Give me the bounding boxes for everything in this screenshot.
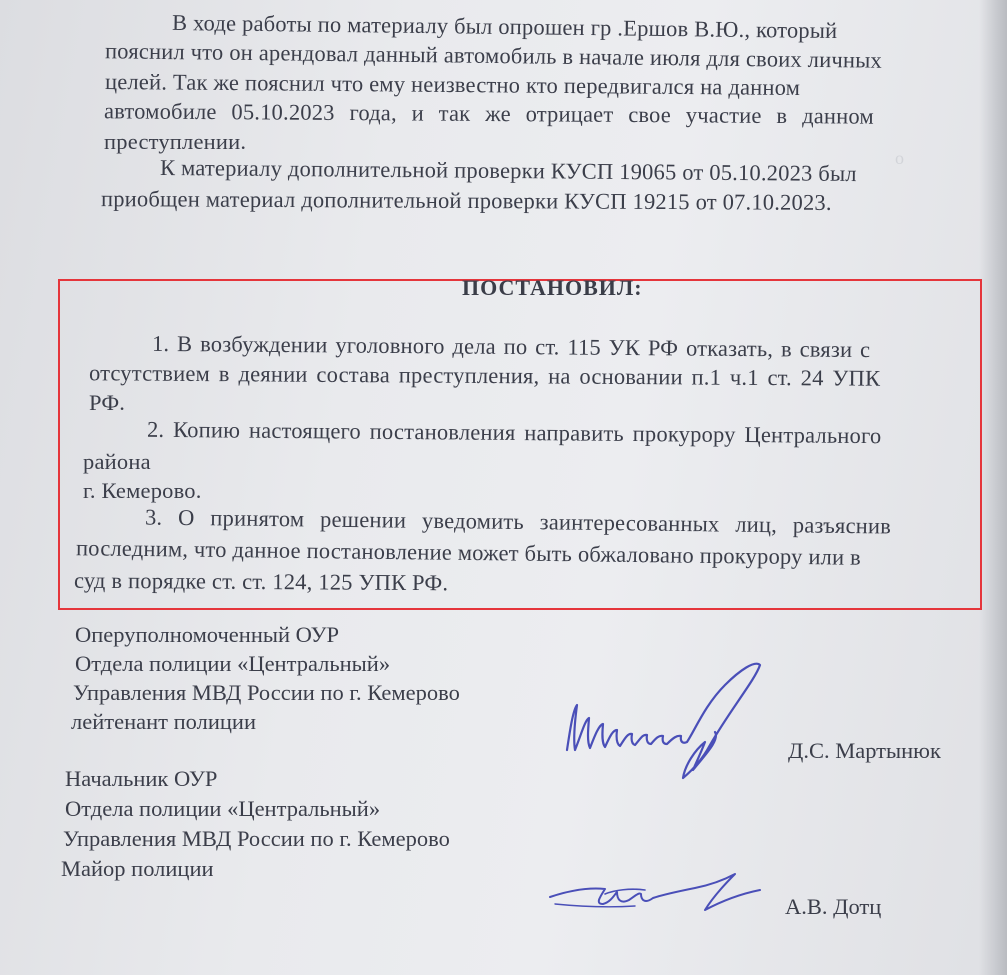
intro-line-5: преступлении. bbox=[104, 129, 247, 154]
signatory-2-block bbox=[61, 766, 450, 882]
signatory-1-position: Оперуполномоченный ОУР bbox=[75, 622, 340, 647]
signatory-2-name: А.В. Дотц bbox=[785, 894, 882, 919]
signatory-1-administration: Управления МВД России по г. Кемерово bbox=[73, 680, 460, 705]
intro-line-6: К материалу дополнительной проверки КУСП 19065 от 05.10.2023 был bbox=[159, 154, 857, 187]
intro-line-4: автомобиле 05.10.2023 года, и так же отрицает свое участие в данном bbox=[103, 98, 874, 129]
section-heading: ПОСТАНОВИЛ: bbox=[462, 275, 643, 300]
decision-item-1-line-1: 1. В возбуждении уголовного дела по ст. 115 УК РФ отказать, в связи с bbox=[151, 330, 871, 363]
signatory-1-block bbox=[71, 622, 460, 735]
signature-2-image bbox=[545, 862, 775, 932]
signatory-2-administration: Управления МВД России по г. Кемерово bbox=[63, 826, 450, 851]
signature-1-image bbox=[555, 650, 795, 790]
signatory-1-rank: лейтенант полиции bbox=[71, 709, 256, 734]
signatory-2-department: Отдела полиции «Центральный» bbox=[65, 796, 381, 821]
signatory-1-department: Отдела полиции «Центральный» bbox=[75, 651, 391, 676]
decision-item-3-line-3: суд в порядке ст. ст. 124, 125 УПК РФ. bbox=[73, 567, 449, 596]
intro-line-3: целей. Так же пояснил что ему неизвестно кто передвигался на данном bbox=[104, 68, 801, 101]
signatory-2-rank: Майор полиции bbox=[61, 856, 214, 881]
decision-item-1-line-3: РФ. bbox=[89, 390, 126, 415]
decision-item-2-line-2: района bbox=[83, 449, 151, 474]
decision-item-3-line-1: 3. О принятом решении уведомить заинтересованных лиц, разъяснив bbox=[144, 504, 892, 539]
bleed-through-mark: о bbox=[895, 148, 904, 168]
decision-item-3-line-2: последним, что данное постановление может быть обжаловано прокурору или в bbox=[75, 535, 862, 570]
intro-line-7: приобщен материал дополнительной проверки КУСП 19215 от 07.10.2023. bbox=[100, 186, 832, 215]
intro-line-1: В ходе работы по материалу был опрошен гр .Ершов В.Ю., который bbox=[171, 9, 838, 44]
decision-item-1-line-2: отсутствием в деянии состава преступления, на основании п.1 ч.1 ст. 24 УПК bbox=[88, 360, 881, 391]
page-edge-shadow bbox=[979, 0, 1007, 975]
decision-item-2-line-1: 2. Копию настоящего постановления направить прокурору Центрального bbox=[146, 416, 882, 449]
decision-item-2-line-3: г. Кемерово. bbox=[83, 478, 202, 503]
signatory-2-position: Начальник ОУР bbox=[65, 766, 218, 791]
signatory-1-name: Д.С. Мартынюк bbox=[788, 738, 941, 763]
intro-line-2: пояснил что он арендовал данный автомобиль в начале июля для своих личных bbox=[104, 38, 883, 73]
